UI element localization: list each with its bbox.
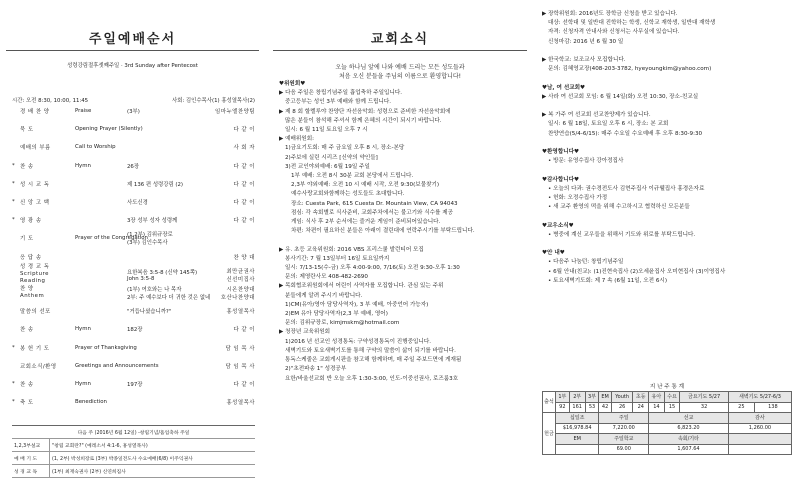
order-item <box>12 193 255 211</box>
order-item <box>12 338 255 356</box>
order-name-en: Scripture Reading <box>20 271 49 285</box>
order-person-line: 홍성열목사 <box>226 309 255 316</box>
order-desc: Hymn <box>75 326 91 333</box>
table-cell: 138 <box>754 402 791 413</box>
news-item: 문의: 김위규장로, kimjmskm@hotmail.com <box>285 320 400 327</box>
order-name-ko: 말씀의 선포 <box>20 309 51 316</box>
order-star: * <box>12 180 15 187</box>
order-item <box>12 393 255 411</box>
row-label: 1,2,3부설교 <box>12 439 50 452</box>
order-name <box>20 286 75 300</box>
order-detail-line: (1부) 여호와는 나 목자 <box>127 286 182 293</box>
order-name <box>20 264 75 285</box>
order-person <box>200 325 255 333</box>
news-item: • 헌화: 오정수집사 가정 <box>548 195 608 202</box>
news-item: 1)CM(유아/영아 담당사역자), 3 부 예배, 아중언어 가능자) <box>285 301 429 308</box>
church-news-title: 교회소식 <box>370 32 430 47</box>
welcome-line: 처음 오신 분들을 주님의 이름으로 환영합니다! <box>338 73 462 80</box>
table-cell: 6,823.20 <box>649 423 729 434</box>
order-name-ko: 응 답 송 <box>20 254 42 261</box>
news-item: 3)전 교인야외예배: 6월 19일 주일 <box>285 163 370 170</box>
service-presider: 사회: 김인수목사(1) 홍성열목사(2) <box>171 98 255 104</box>
news-item: 봉사기간: 7 월 13일부터 16일 토요일까지 <box>285 255 390 262</box>
order-desc: Prayer of the Congregation <box>75 235 148 242</box>
order-name-ko: 교회소식/환영 <box>20 363 57 370</box>
news-item: ▶ 예배위원회: <box>279 136 314 143</box>
news-item: 1)2016 년 선교인 성경통독: 구약성경통독이 진행중입니다. <box>285 338 432 345</box>
table-header: 선교 <box>649 413 729 424</box>
order-item <box>12 138 255 156</box>
worship-order-title: 주일예배순서 <box>88 32 177 47</box>
news-item: 2,3부 야외예배: 오전 10 시 예배 시작, 오전 9:30(보물찾기) <box>291 182 440 189</box>
worship-order-column <box>0 0 265 486</box>
news-item <box>542 240 792 249</box>
order-name-ko: 찬 송 <box>20 163 34 170</box>
order-person-line: 다 같 이 <box>233 381 255 388</box>
order-item <box>12 120 255 138</box>
news-item: 중고등부는 성인 3부 예배와 함께 드립니다. <box>285 99 392 106</box>
order-name-ko: 찬 송 <box>20 327 34 334</box>
news-item: 2)EM 유아 담당사역자(2,3 부 예배, 영어) <box>285 311 388 318</box>
news-item: 점심: 각 속회별로 식사준비, 교회주차에서는 불고기와 식수를 제공 <box>291 209 454 216</box>
order-person-line: 시온찬양대 <box>226 286 255 293</box>
attendance-label: 출석 <box>543 392 556 413</box>
order-person-line: 호산나찬양대 <box>220 294 255 301</box>
order-detail-line: 제 136 편 성령강림 (2) <box>127 181 184 188</box>
order-name-ko: 봉 헌 기 도 <box>20 345 50 352</box>
news-item: 2)주보에 실린 시리즈 [신약의 약인들] <box>285 154 378 161</box>
weekly-statistics <box>542 382 792 455</box>
table-header: 2부 <box>569 392 585 403</box>
news-item: ▶ 목회협조위원회에서 어린이 사역자를 모집합니다. 관심 있는 주위 <box>279 283 444 290</box>
table-header: 주일 <box>599 413 649 424</box>
order-person-line: 임마누엘찬양팀 <box>215 109 255 116</box>
order-name <box>20 398 75 406</box>
order-name <box>20 180 75 188</box>
order-name <box>20 107 75 115</box>
news-item: • 병중에 계신 교우들을 위해서 기도와 위로를 부탁드립니다. <box>548 231 696 238</box>
order-name-ko: 신 앙 고 백 <box>20 200 50 207</box>
order-item <box>12 375 255 393</box>
order-person <box>200 267 255 283</box>
order-item <box>12 266 255 284</box>
order-item <box>12 157 255 175</box>
order-detail-line: 사도신경 <box>127 200 148 207</box>
table-row <box>12 452 255 465</box>
table-header: 초등 <box>633 392 649 403</box>
news-item: 차편: 차편이 필요하신 분들은 아래이 결린대에 연락주시기를 부탁드립니다. <box>291 228 475 235</box>
divider <box>273 50 527 51</box>
news-list <box>542 10 792 286</box>
news-item: ▶ 청장년 교육위원회 <box>279 329 331 336</box>
order-name <box>20 325 75 333</box>
table-cell: EM <box>556 434 599 445</box>
order-name <box>20 143 75 151</box>
news-item: 일시: 6 월 18일, 토요일 오후 6 시, 장소: 본 교회 <box>548 121 669 128</box>
news-item <box>542 74 792 83</box>
order-detail <box>127 107 140 115</box>
table-cell <box>728 444 791 455</box>
order-star: * <box>12 399 15 406</box>
table-header: 십일조 <box>556 413 599 424</box>
table-header: 새벽기도 5/27-6/3 <box>728 392 791 403</box>
order-name <box>20 216 75 224</box>
news-item: 게임: 식사 후 2부 순서에는 즐거운 게임이 준비되어있습니다. <box>291 219 441 226</box>
order-name <box>20 380 75 388</box>
row-value: "창립 교회란?" (예레소서 4:1-6, 홍성열목사) <box>50 439 256 452</box>
table-cell <box>556 444 599 455</box>
news-item: ▶ 유. 초등 교육위원회: 2016 VBS 프리스쿨 발런티어 모집 <box>279 246 424 253</box>
news-item: 분들에게 알려 주시기 바랍니다. <box>285 292 363 299</box>
order-person-line: 홍성열목사 <box>226 400 255 407</box>
news-item: 새벽기도와 토요새벽기도를 통해 구약의 말씀이 삶이 되기를 바랍니다. <box>285 347 456 354</box>
news-item: • 6월 안내(친교): (1)진현숙집사 (2)오세윤집사 오미현집사 (3)이영집사 <box>548 268 726 275</box>
order-item <box>12 302 255 320</box>
table-cell: 53 <box>585 402 599 413</box>
news-item: ▶ 복 가주 여 선교회 선교찬양제가 있습니다. <box>542 112 651 119</box>
table-cell: 주일학교 <box>599 434 649 445</box>
church-news-column <box>267 0 533 486</box>
order-item <box>12 284 255 302</box>
news-item <box>542 139 792 148</box>
order-desc: Praise <box>75 108 92 115</box>
order-detail <box>127 325 143 333</box>
table-header: 유아 <box>649 392 665 403</box>
next-week-caption: 다음 주 (2016년 6월 12일) -창립기념/흡업축하 주일 <box>12 426 255 439</box>
order-detail-line: 26장 <box>127 163 140 170</box>
row-label: 성 경 교 독 <box>12 465 50 478</box>
order-desc: Call to Worship <box>75 144 116 151</box>
order-person-line: 다 같 이 <box>233 163 255 170</box>
table-header: 감사 <box>728 413 791 424</box>
order-star: * <box>12 217 15 224</box>
news-item <box>542 166 792 175</box>
news-item: 장소: Cuesta Park, 615 Cuesta Dr. Mountain View, CA 94043 <box>291 200 458 207</box>
order-detail <box>127 380 143 388</box>
table-cell: 32 <box>680 402 729 413</box>
table-cell <box>728 434 791 445</box>
order-detail-line: (3부) 김인수목사 <box>127 240 168 247</box>
order-name-ko: 경 배 찬 양 <box>20 109 50 116</box>
row-value: (1, 2부) 박성희장로 (3부) 박종일전도사 수요예배(6/8) 이주익권사 <box>50 452 256 465</box>
order-star: * <box>12 380 15 387</box>
order-desc: Hymn <box>75 162 91 169</box>
order-person-line: 다 같 이 <box>233 200 255 207</box>
order-person-line: 담 임 목 사 <box>225 363 255 370</box>
table-cell: 1,260.00 <box>728 423 791 434</box>
order-detail-line: 요한복음 3:5-8 (신약 145쪽) <box>127 269 198 276</box>
order-detail-line: 182장 <box>127 327 143 334</box>
news-item: 찬양연습(5/4-6/15): 매주 수요일 수요예배 후 오후 8:30-9:30 <box>548 130 703 137</box>
order-person-line: 담 임 목 사 <box>225 345 255 352</box>
order-desc: Prayer of Thanksgiving <box>75 344 137 351</box>
news-item: 1)금요기도회: 매 주 금요일 오후 8 시, 장소-본당 <box>285 145 405 152</box>
order-name-ko: 찬 양 <box>20 285 34 292</box>
row-label: 예 배 기 도 <box>12 452 50 465</box>
order-name <box>20 344 75 352</box>
order-name-ko: 영 광 송 <box>20 218 42 225</box>
news-item <box>279 236 525 245</box>
news-list <box>279 80 525 384</box>
offering-label: 헌금 <box>543 413 556 455</box>
table-cell: 25 <box>728 402 754 413</box>
sunday-theme: 성령강림절후셋째주일 · 3rd Sunday after Pentecost <box>67 63 198 69</box>
section-heading: ♥남, 여 선교회♥ <box>542 84 586 91</box>
news-item: 1부 예배: 오전 8시 30분 교회 본당에서 드립니다. <box>291 173 414 180</box>
order-name <box>20 162 75 170</box>
order-name-ko: 성 경 교 독 <box>20 264 50 271</box>
order-person <box>200 216 255 224</box>
news-item: 대상: 선학대 및 일반대 진학하는 학생, 신학교 재학생, 일반대 재학생 <box>548 20 716 27</box>
order-name-ko: 예배의 부름 <box>20 145 51 152</box>
news-item: ▶ 다음 주일은 창립기념주일 흡업축하 주일입니다. <box>279 90 403 97</box>
statistics-table <box>542 391 792 455</box>
table-row <box>12 465 255 478</box>
order-name <box>20 253 75 261</box>
table-header: 1부 <box>556 392 570 403</box>
order-person-line: 최만균권사 <box>226 268 255 275</box>
order-person <box>200 107 255 115</box>
order-item <box>12 175 255 193</box>
order-name-ko: 기 도 <box>20 236 34 243</box>
table-cell: $16,978.84 <box>556 423 599 434</box>
order-desc: Hymn <box>75 380 91 387</box>
order-item <box>12 211 255 229</box>
news-item <box>542 102 792 111</box>
order-person-line: 사 회 자 <box>233 145 255 152</box>
order-person <box>200 253 255 261</box>
order-item <box>12 320 255 338</box>
news-item: • 새 교주 환영의 떡을 위해 수고하시고 협력하신 모든분들 <box>548 204 690 211</box>
next-week-table <box>12 425 255 478</box>
order-detail <box>127 180 183 188</box>
order-item <box>12 229 255 247</box>
order-detail-line: 2부: 주 예수보다 더 귀한 것은 없네 <box>127 294 211 301</box>
news-continued-column <box>536 0 800 486</box>
table-cell: 속회/기타 <box>649 434 729 445</box>
order-person <box>200 162 255 170</box>
order-name-ko: 성 시 교 독 <box>20 181 50 188</box>
table-cell: 7,220.00 <box>599 423 649 434</box>
order-name-ko: 축 도 <box>20 400 34 407</box>
divider <box>6 50 259 51</box>
order-desc: Greetings and Announcements <box>75 362 159 369</box>
table-cell: 14 <box>649 402 665 413</box>
order-star: * <box>12 344 15 351</box>
order-name <box>20 234 75 242</box>
statistics-caption: 지 난 주 통 계 <box>649 384 685 390</box>
news-item: 자격: 신청자격 안내사와 신청서는 사무실에 있습니다. <box>548 29 680 36</box>
order-name-ko: 찬 송 <box>20 381 34 388</box>
news-item: • 다음주 나눔턴: 창립기념주일 <box>548 259 624 266</box>
table-header: EM <box>599 392 611 403</box>
order-person-line: 다 같 이 <box>233 218 255 225</box>
order-person-line: 찬 양 대 <box>233 254 255 261</box>
news-item: 통독스케줄은 교회게시판을 참고해 함께하며, 매 주일 주보드면에 게재됨 <box>285 357 462 364</box>
order-detail <box>127 307 171 315</box>
table-cell: 92 <box>556 402 570 413</box>
service-time: 시간: 오전 8:30, 10:00, 11:45 <box>12 98 89 104</box>
order-person-line: 다 같 이 <box>233 127 255 134</box>
section-heading: ♥안 내♥ <box>542 250 565 257</box>
table-cell: 1,607.64 <box>649 444 729 455</box>
table-header: 3부 <box>585 392 599 403</box>
order-person <box>200 307 255 315</box>
order-person <box>200 344 255 352</box>
order-person <box>200 143 255 151</box>
order-person <box>200 198 255 206</box>
order-detail-line: (1,2부) 김위규장로 <box>127 232 173 239</box>
table-header: Youth <box>611 392 633 403</box>
order-name-ko: 묵 도 <box>20 127 34 134</box>
order-detail-line: 197장 <box>127 381 143 388</box>
order-detail-line: 3장 성부 성자 성령께 <box>127 218 178 225</box>
order-name <box>20 198 75 206</box>
order-detail-line: "거듭나셨습니까?" <box>127 309 172 316</box>
order-person <box>200 125 255 133</box>
table-cell: 15 <box>664 402 680 413</box>
news-item: 요한/바울선교회 반 오늘 오후 1:30-3:00, 인도-이중선권사, 로즈룸3호 <box>285 375 459 382</box>
table-cell: 24 <box>633 402 649 413</box>
table-cell: 69.00 <box>599 444 649 455</box>
order-person-line: 다 같 이 <box>233 327 255 334</box>
order-item <box>12 248 255 266</box>
news-item: 많은 분들이 참석해 주셔서 함께 은혜의 시간이 되시기 바랍니다. <box>285 117 442 124</box>
order-item <box>12 102 255 120</box>
section-heading: ♥감사합니다♥ <box>542 176 580 183</box>
order-detail <box>127 216 177 224</box>
order-detail-line: (3부) <box>127 109 140 116</box>
table-header: 금요기도 5/27 <box>680 392 729 403</box>
order-detail <box>127 268 197 282</box>
news-item: • 오늘의 다과: 권수경전도사 김현주집사 이규웰집사 홍경은자료 <box>548 185 705 192</box>
news-item: ▶ 장학위원회: 2016년도 장학금 신청을 받고 있습니다. <box>542 11 678 17</box>
welcome-message <box>267 63 533 81</box>
order-person <box>200 380 255 388</box>
order-detail <box>127 198 148 206</box>
news-item <box>542 47 792 56</box>
order-name <box>20 362 75 370</box>
order-person-line: 다 같 이 <box>233 181 255 188</box>
order-name-en: Anthem <box>20 292 45 299</box>
news-item: ▶ 제 8 회 할렐루야 찬양단 자선음악회: 성령으로 준비한 자선음악회에 <box>279 108 451 115</box>
news-item: ▶ 사라 여 선교회 모임: 6 월 14일(화) 오전 10:30, 장소-친교실 <box>542 93 699 100</box>
section-heading: ♥환영합니다♥ <box>542 149 580 156</box>
order-detail <box>127 285 210 301</box>
order-item <box>12 357 255 375</box>
table-cell: 26 <box>611 402 633 413</box>
order-detail-line: John 3:5-8 <box>127 275 155 282</box>
row-value: (1부) 최재숙권사 (2부) 신연희집사 <box>50 465 256 478</box>
order-name <box>20 125 75 133</box>
order-person <box>200 362 255 370</box>
order-person <box>200 398 255 406</box>
news-item: 신청마감: 2016 년 6 월 30 일 <box>548 38 624 45</box>
news-item: 일시: 6 월 11일 토요일 오후 7 시 <box>285 127 368 134</box>
welcome-line: 오늘 하나님 앞에 나와 예배 드리는 모든 성도들과 <box>335 64 465 71</box>
order-detail <box>127 230 173 246</box>
table-row <box>12 439 255 452</box>
news-item: • 방문: 유영수집사 강아정집사 <box>548 158 624 165</box>
news-item: 예수사랑교회와함께하는 성도들도 초대합니다. <box>291 191 405 198</box>
table-cell: 161 <box>569 402 585 413</box>
order-star: * <box>12 199 15 206</box>
order-desc: Opening Prayer (Silently) <box>75 126 143 133</box>
order-star: * <box>12 162 15 169</box>
order-desc: Benediction <box>75 399 107 406</box>
order-person-line: 신선미집사 <box>226 276 255 283</box>
order-detail <box>127 162 139 170</box>
news-item: • 토요새벽기도회: 제 7 속 (6월 11일, 오전 6시) <box>548 277 667 284</box>
order-person <box>200 180 255 188</box>
order-name <box>20 307 75 315</box>
order-list <box>12 102 255 411</box>
section-heading: ♥위원회♥ <box>279 81 306 87</box>
news-item <box>542 212 792 221</box>
table-header: 수요 <box>664 392 680 403</box>
section-heading: ♥교우소식♥ <box>542 222 574 229</box>
news-item: 문의: 김혜영교장(408-203-3782, hyeyoungkim@yahoo.com) <box>548 66 712 73</box>
table-cell: 42 <box>599 402 611 413</box>
news-item: 2)"초전파송 1" 성경공부 <box>285 366 347 373</box>
news-item: 일시: 7/13-15(수-금) 오후 4:00-9:00, 7/16(토) 오전 9:30-오후 1:30 <box>285 265 460 272</box>
news-item: ▶ 한국학교: 보조교사 모집합니다. <box>542 57 626 64</box>
news-item: 문의: 제영란사모 408-482-2690 <box>285 274 368 281</box>
